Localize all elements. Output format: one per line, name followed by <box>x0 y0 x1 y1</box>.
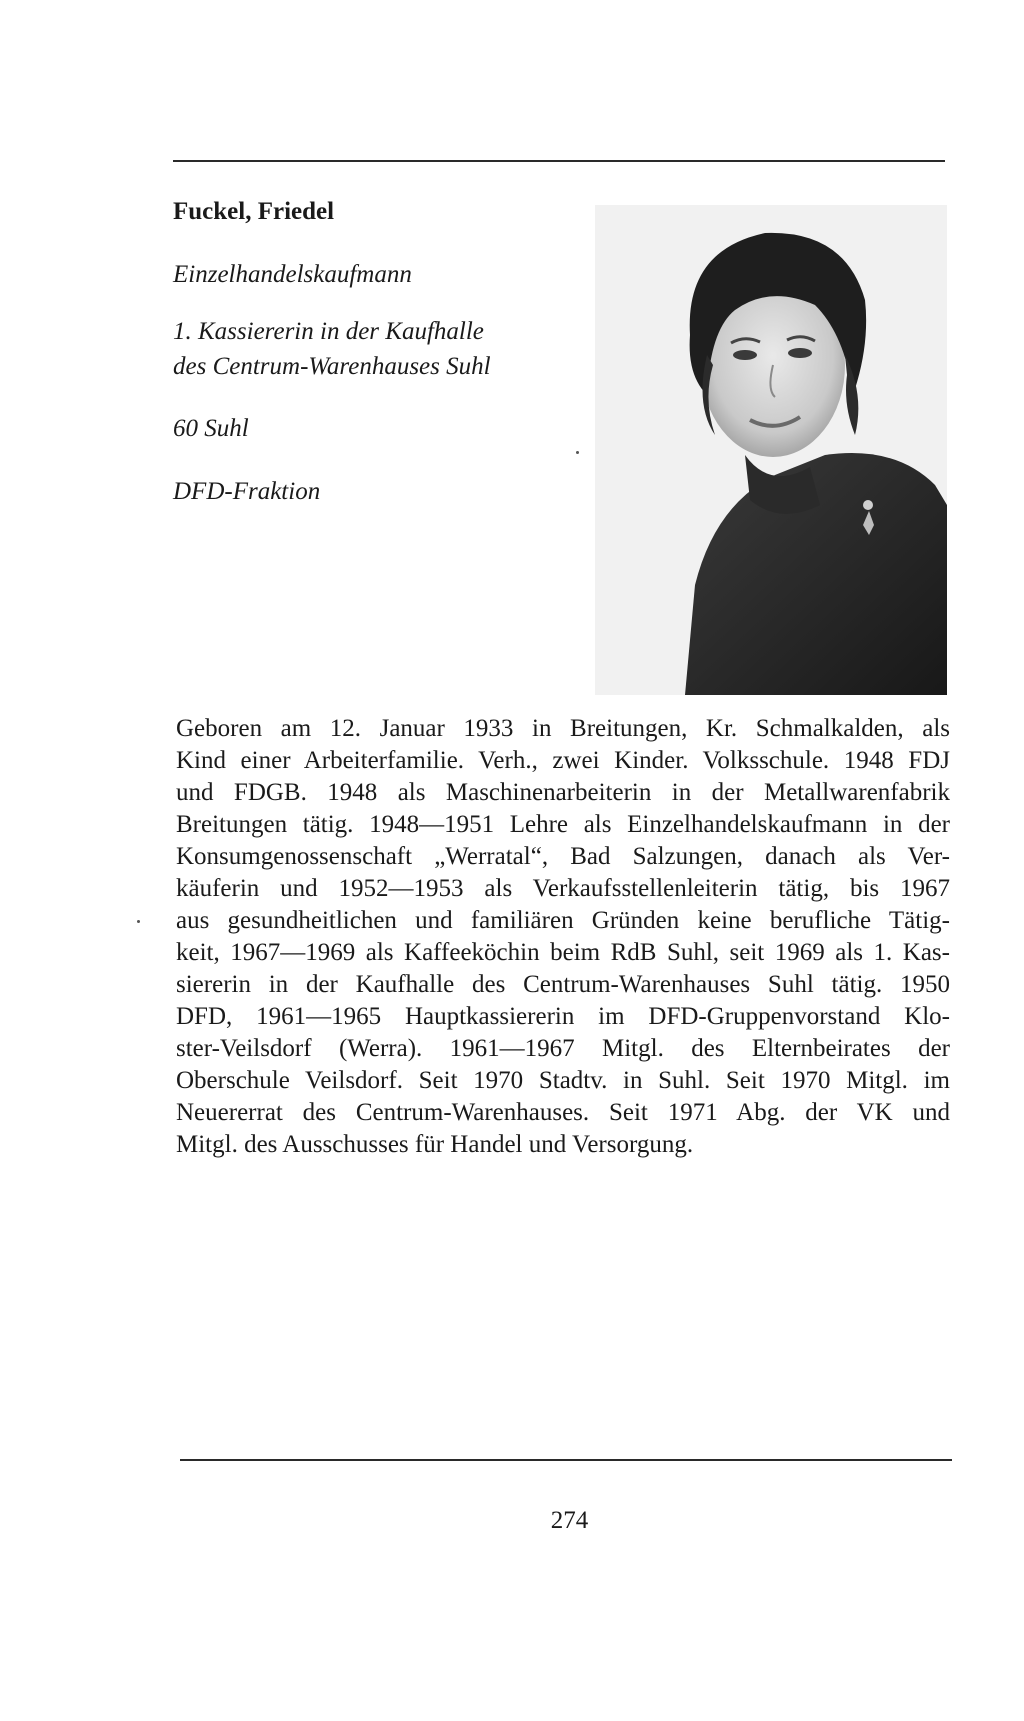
biography-line: DFD, 1961—1965 Hauptkassiererin im DFD-Gruppenvorstand Klo- <box>176 1003 950 1030</box>
portrait-photo-icon <box>595 205 947 695</box>
biography-line: Mitgl. des Ausschusses für Handel und Versorgung. <box>176 1131 694 1158</box>
position-line: 1. Kassiererin in der Kaufhalle <box>173 318 484 345</box>
biography-line: keit, 1967—1969 als Kaffeeköchin beim RdB Suhl, seit 1969 als 1. Kas- <box>176 939 950 966</box>
biography-line: Geboren am 12. Januar 1933 in Breitungen, Kr. Schmalkalden, als <box>176 715 950 742</box>
biography-line: siererin in der Kaufhalle des Centrum-Warenhauses Suhl tätig. 1950 <box>176 971 950 998</box>
biography-line: Neuererrat des Centrum-Warenhauses. Seit 1971 Abg. der VK und <box>176 1099 950 1126</box>
biography-line: Oberschule Veilsdorf. Seit 1970 Stadtv. in Suhl. Seit 1970 Mitgl. im <box>176 1067 950 1094</box>
bottom-rule <box>180 1459 952 1461</box>
city: 60 Suhl <box>173 415 249 442</box>
biography <box>176 713 950 1161</box>
scan-speck <box>576 451 579 454</box>
page-number: 274 <box>550 1507 589 1534</box>
person-name: Fuckel, Friedel <box>173 198 335 225</box>
scan-speck <box>137 920 140 923</box>
faction: DFD-Fraktion <box>173 478 321 505</box>
position <box>173 314 491 384</box>
portrait-photo <box>595 205 947 695</box>
biography-line: ster-Veilsdorf (Werra). 1961—1967 Mitgl. des Elternbeirates der <box>176 1035 950 1062</box>
biography-line: Breitungen tätig. 1948—1951 Lehre als Einzelhandelskaufmann in der <box>176 811 950 838</box>
top-rule <box>173 160 945 162</box>
profession: Einzelhandelskaufmann <box>173 261 412 288</box>
biography-line: und FDGB. 1948 als Maschinenarbeiterin in der Metallwarenfabrik <box>176 779 950 806</box>
position-line: des Centrum-Warenhauses Suhl <box>173 353 491 380</box>
biography-line: käuferin und 1952—1953 als Verkaufsstellenleiterin tätig, bis 1967 <box>176 875 950 902</box>
biography-line: aus gesundheitlichen und familiären Gründen keine berufliche Tätig- <box>176 907 950 934</box>
biography-line: Konsumgenossenschaft „Werratal“, Bad Salzungen, danach als Ver- <box>176 843 950 870</box>
biography-line: Kind einer Arbeiterfamilie. Verh., zwei Kinder. Volksschule. 1948 FDJ <box>176 747 950 774</box>
